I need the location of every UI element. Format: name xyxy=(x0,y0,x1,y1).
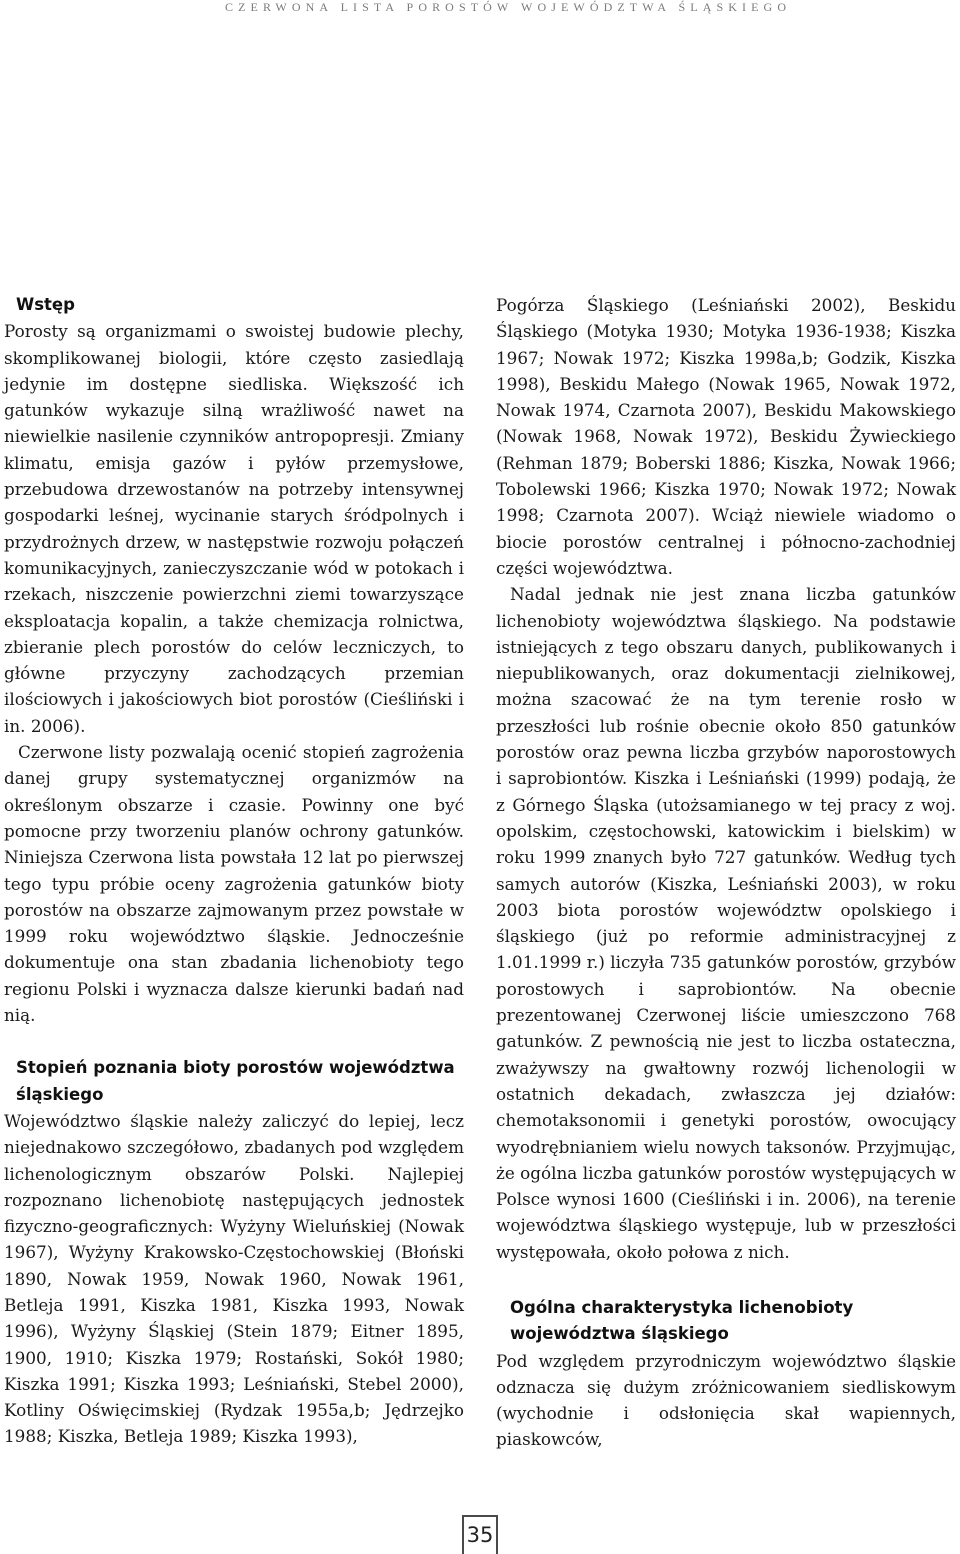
running-header: CZERWONA LISTA POROSTÓW WOJEWÓDZTWA ŚLĄSKIEGO xyxy=(225,0,792,14)
right-column xyxy=(496,292,956,1453)
paragraph-knowledge-1: Województwo śląskie należy zaliczyć do lepiej, lecz niejednakowo szczegółowo, zbadanych pod względem lichenologicznym obszarów Polski. Najlepiej rozpoznano lichenobiotę następujących jednostek fizyczno-geograficznych: Wyżyny Wieluńskiej (Nowak 1967), Wyżyny Krakowsko-Częstochowskiej (Błoński 1890, Nowak 1959, Nowak 1960, Nowak 1961, Betleja 1991, Kiszka 1981, Kiszka 1993, Nowak 1996), Wyżyny Śląskiej (Stein 1879; Eitner 1895, 1900, 1910; Kiszka 1979; Rostański, Sokół 1980; Kiszka 1991; Kiszka 1993; Leśniański, Stebel 2000), Kotliny Oświęcimskiej (Rydzak 1955a,b; Jędrzejko 1988; Kiszka, Betleja 1989; Kiszka 1993), xyxy=(4,1110,464,1447)
paragraph-introduction-2: Czerwone listy pozwalają ocenić stopień zagrożenia danej grupy systematycznej organizmów na określonym obszarze i czasie. Powinny one być pomocne przy tworzeniu planów ochrony gatunków. Niniejsza Czerwona lista powstała 12 lat po pierwszej tego typu próbie oceny zagrożenia gatunków bioty porostów na obszarze zajmowanym przez powstałe w 1999 roku województwo śląskie. Jednocześnie dokumentuje ona stan zbadania lichenobioty tego regionu Polski i wyznacza dalsze kierunki badań nad nią. xyxy=(4,742,464,1026)
paragraph-species-count: Nadal jednak nie jest znana liczba gatunków lichenobioty województwa śląskiego. Na podstawie istniejących z tego obszaru danych, publikowanych i niepublikowanych, oraz dokumentacji zielnikowej, można szacować że na tym terenie rosło w przeszłości lub rośnie obecnie około 850 gatunków porostów oraz pewna liczba grzybów naporostowych i saprobiontów. Kiszka i Leśniański (1999) podają, że z Górnego Śląska (utożsamianego w tej pracy z woj. opolskim, częstochowski, katowickim i bielskim) w roku 1999 znanych było 727 gatunków. Według tych samych autorów (Kiszka, Leśniański 2003), w roku 2003 biota porostów województw opolskiego i śląskiego (już po reformie administracyjnej z 1.01.1999 r.) liczyła 735 gatunków porostów, grzybów porostowych i saprobiontów. Na obecnie prezentowanej Czerwonej liście umieszczono 768 gatunków. Z pewnością nie jest to liczba ostateczna, zważywszy na gwałtowny rozwój lichenologii w ostatnich dekadach, zwłaszcza jej działów: chemotaksonomii i genetyki porostów, owocujący wyodrębnianiem wielu nowych taksonów. Przyjmując, że ogólna liczba gatunków porostów występujących w Polsce wynosi 1600 (Cieśliński i in. 2006), na terenie województwa śląskiego występuje, lub w przeszłości występowała, około połowa z nich. xyxy=(496,584,956,1262)
left-column xyxy=(4,292,464,1450)
heading-general-characteristics: Ogólna charakterystyka lichenobioty województwa śląskiego xyxy=(510,1297,854,1344)
heading-introduction: Wstęp xyxy=(16,295,75,314)
page-number: 35 xyxy=(462,1515,498,1554)
paragraph-introduction-1: Porosty są organizmami o swoistej budowie plechy, skomplikowanej biologii, które często zasiedlają jedynie im dostępne siedliska. Większość ich gatunków wykazuje silną wrażliwość nawet na niewielkie nasilenie czynników antropopresji. Zmiany klimatu, emisja gazów i pyłów przemysłowe, przebudowa drzewostanów na potrzeby intensywnej gospodarki leśnej, wycinanie starych śródpolnych i przydrożnych drzew, w następstwie rozwoju połączeń komunikacyjnych, zanieczyszczanie wód w potokach i rzekach, niszczenie powierzchni ziemi towarzyszące eksploatacja kopalin, a także chemizacja rolnictwa, zbieranie plech porostów do celów leczniczych, to główne przyczyny zachodzących przemian ilościowych i jakościowych biot porostów (Cieśliński i in. 2006). xyxy=(4,321,464,736)
heading-knowledge-level: Stopień poznania bioty porostów województwa śląskiego xyxy=(16,1058,455,1104)
paragraph-characteristics-1: Pod względem przyrodniczym województwo śląskie odznacza się dużym zróżnicowaniem siedliskowym (wychodnie i odsłonięcia skał wapiennych, piaskowców, xyxy=(496,1350,956,1450)
paragraph-knowledge-continued: Pogórza Śląskiego (Leśniański 2002), Beskidu Śląskiego (Motyka 1930; Motyka 1936-1938; Kiszka 1967; Nowak 1972; Kiszka 1998a,b; Godzik, Kiszka 1998), Beskidu Małego (Nowak 1965, Nowak 1972, Nowak 1974, Czarnota 2007), Beskidu Makowskiego (Nowak 1968, Nowak 1972), Beskidu Żywieckiego (Rehman 1879; Boberski 1886; Kiszka, Nowak 1966; Tobolewski 1966; Kiszka 1970; Nowak 1972; Nowak 1998; Czarnota 2007). Wciąż niewiele wiadomo o biocie porostów centralnej i północno-zachodniej części województwa. xyxy=(496,295,956,578)
